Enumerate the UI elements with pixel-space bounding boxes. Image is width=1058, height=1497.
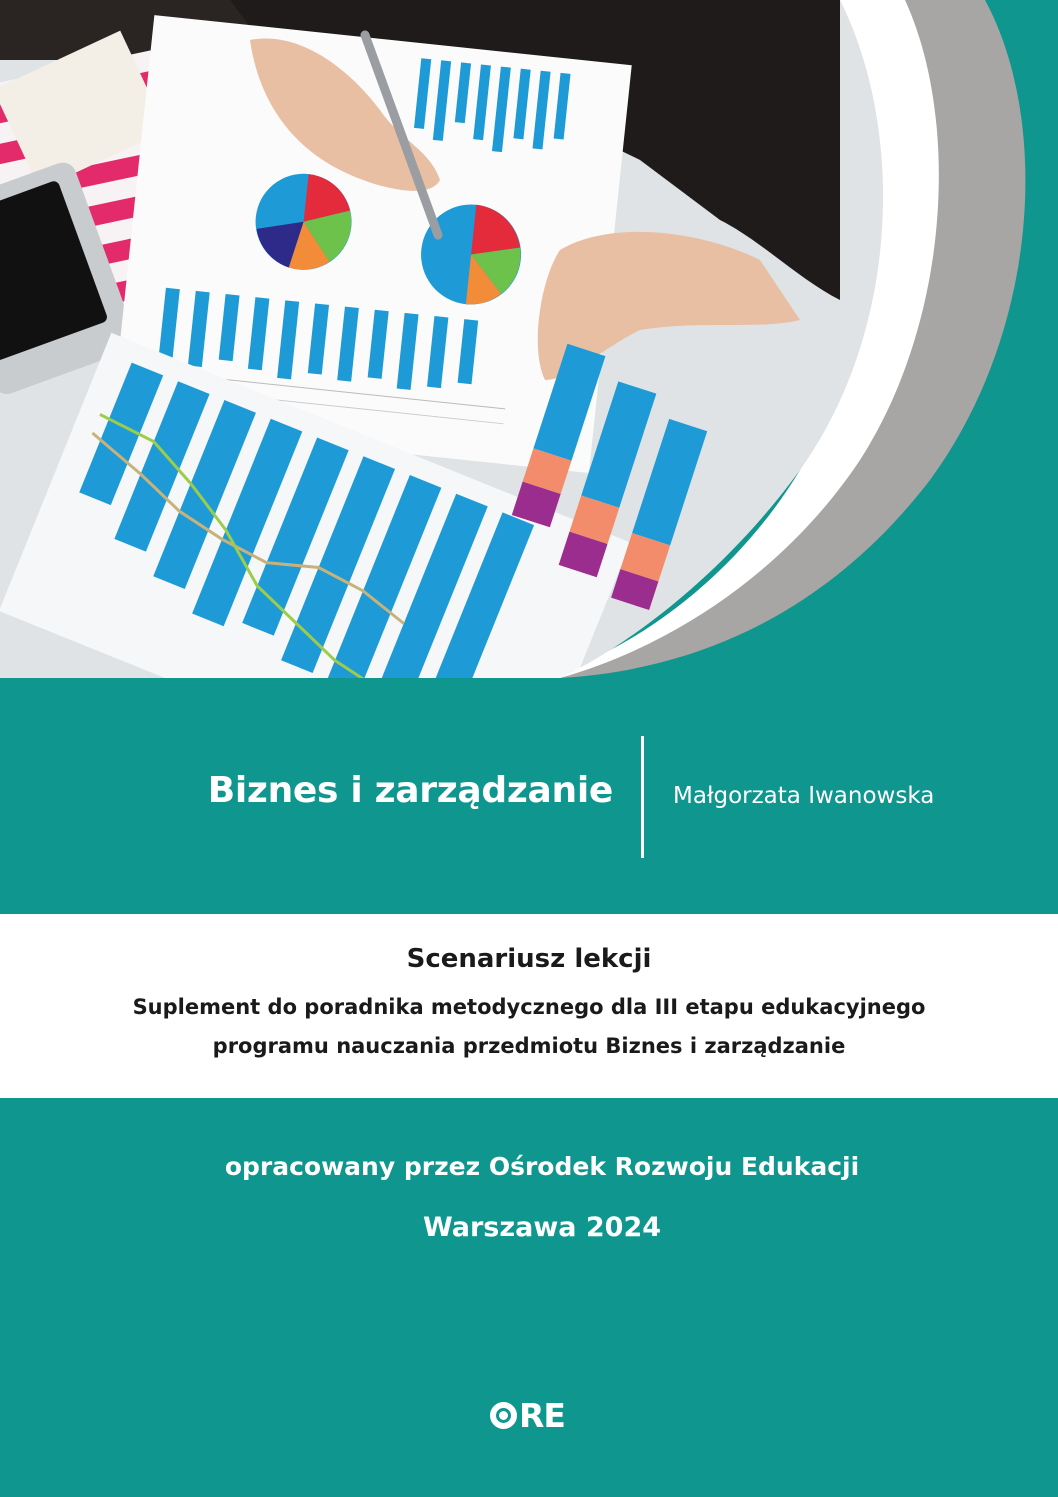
- description-line-2: programu nauczania przedmiotu Biznes i zarządzanie: [212, 1034, 846, 1058]
- publisher-text: opracowany przez Ośrodek Rozwoju Edukacji: [224, 1152, 860, 1181]
- cover-photo: [0, 0, 1058, 678]
- title-divider: [641, 736, 644, 858]
- ore-logo-text: RE: [519, 1395, 565, 1435]
- place-year-text: Warszawa 2024: [422, 1212, 662, 1243]
- subject-title: Biznes i zarządzanie: [207, 770, 613, 811]
- ore-logo-icon: [490, 1402, 517, 1429]
- description-line-1: Suplement do poradnika metodycznego dla III etapu edukacyjnego: [132, 995, 926, 1019]
- ore-logo: [490, 1396, 565, 1434]
- cover-photo-illustration: [0, 0, 1058, 678]
- document-type: Scenariusz lekcji: [406, 944, 652, 974]
- author-name: Małgorzata Iwanowska: [673, 783, 935, 809]
